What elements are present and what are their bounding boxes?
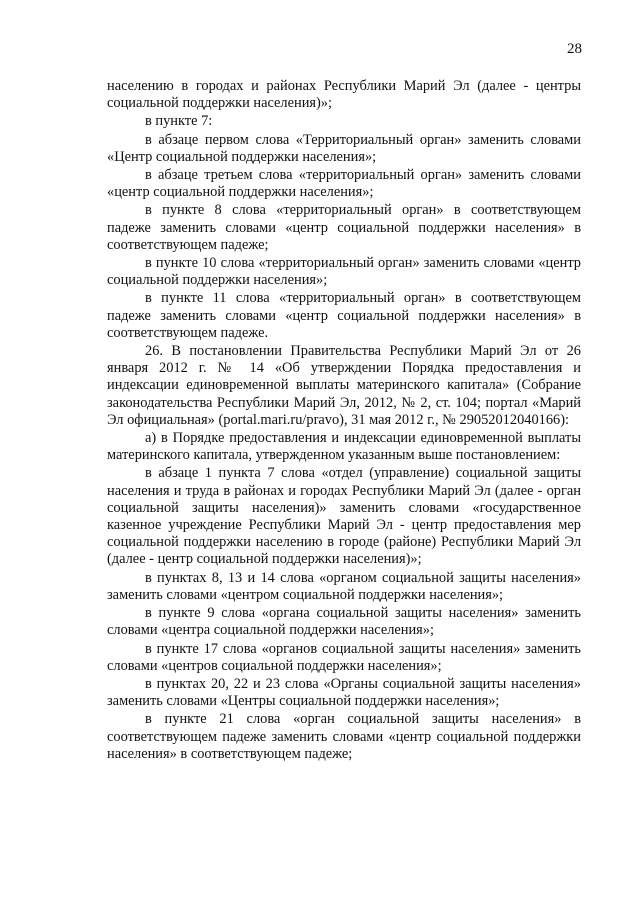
paragraph: в пункте 7: <box>145 113 213 130</box>
paragraph: в абзаце 1 пункта 7 слова «отдел (управление) социальной защиты населения и труда в районах и городах Республики Марий Эл (далее - орган социальной защиты населения)» заменить словами «государственное казенное учреждение Республики Марий Эл - центр предоставления мер социальной поддержки населению в городе (районе) Республики Марий Эл (далее - центр социальной поддержки населения)»; <box>107 465 581 568</box>
paragraph: 26. В постановлении Правительства Республики Марий Эл от 26 января 2012 г. № 14 «Об утверждении Порядка предоставления и индексации единовременной выплаты материнского капитала» (Собрание законодательства Республики Марий Эл, 2012, № 2, ст. 104; портал «Марий Эл официальная» (portal.mari.ru/pravo), 31 мая 2012 г., № 29052012040166): <box>107 343 581 428</box>
paragraph: в пунктах 8, 13 и 14 слова «органом социальной защиты населения» заменить словами «центром социальной поддержки населения»; <box>107 569 581 603</box>
paragraph: населению в городах и районах Республики Марий Эл (далее - центры социальной поддержки населения)»; <box>107 78 581 112</box>
paragraph: в пункте 11 слова «территориальный орган» в соответствующем падеже заменить словами «центр социальной поддержки населения» в соответствующем падеже. <box>107 290 581 341</box>
paragraph: в пункте 17 слова «органов социальной защиты населения» заменить словами «центров социальной поддержки населения»; <box>107 640 581 674</box>
paragraph: а) в Порядке предоставления и индексации единовременной выплаты материнского капитала, утвержденном указанным выше постановлением: <box>107 430 581 464</box>
paragraph: в абзаце третьем слова «территориальный орган» заменить словами «центр социальной поддержки населения»; <box>107 167 581 201</box>
paragraph: в пункте 8 слова «территориальный орган» в соответствующем падеже заменить словами «центр социальной поддержки населения» в соответствующем падеже; <box>107 202 581 253</box>
paragraph: в пунктах 20, 22 и 23 слова «Органы социальной защиты населения» заменить словами «Центры социальной поддержки населения»; <box>107 675 581 710</box>
paragraph: в абзаце первом слова «Территориальный орган» заменить словами «Центр социальной поддержки населения»; <box>107 131 581 165</box>
paragraph: в пункте 21 слова «орган социальной защиты населения» в соответствующем падеже заменить словами «центр социальной поддержки населения» в соответствующем падеже; <box>107 711 581 762</box>
paragraph: в пункте 9 слова «органа социальной защиты населения» заменить словами «центра социальной поддержки населения»; <box>107 605 581 639</box>
paragraph: в пункте 10 слова «территориальный орган» заменить словами «центр социальной поддержки населения»; <box>107 255 581 289</box>
page-number: 28 <box>567 41 582 57</box>
document-body <box>107 78 581 763</box>
